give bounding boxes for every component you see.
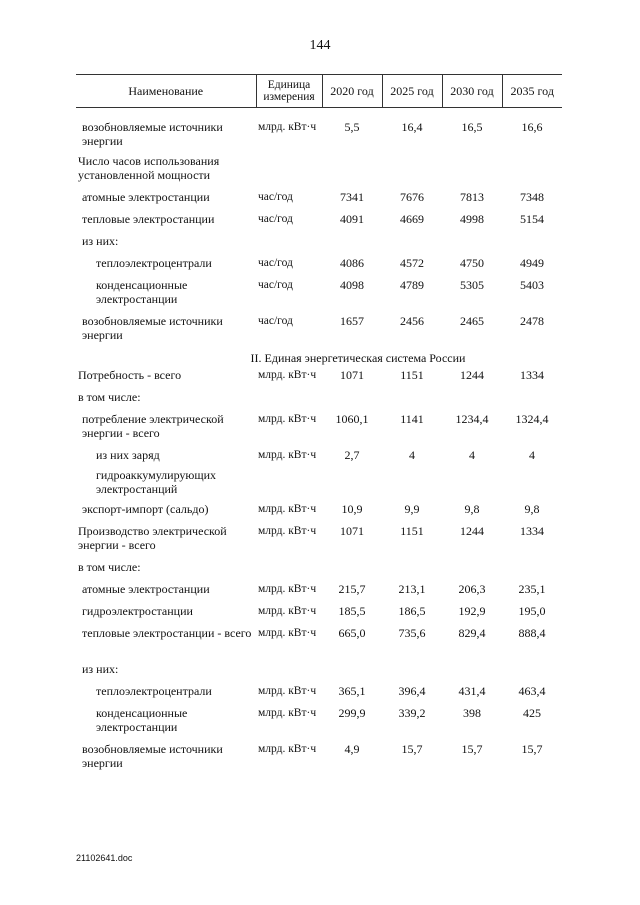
value-2025: 1151 [400,367,424,382]
value-2020 [322,468,382,502]
value-2030 [442,234,502,256]
table-row [76,706,562,742]
table-row [76,154,562,190]
row-name: конденсационные электростанции [96,277,188,306]
value-2020: 4,9 [344,741,360,756]
value-2030: 192,9 [458,603,486,618]
value-2020: 4098 [340,277,364,292]
value-2035: 4 [529,447,535,462]
header-2020: 2020 год [322,75,382,108]
row-unit [256,154,322,190]
table-row [76,582,562,604]
value-2035: 235,1 [518,581,546,596]
value-2035: 888,4 [518,625,546,640]
value-2025: 339,2 [398,705,426,720]
value-2030 [442,154,502,190]
value-2025 [382,390,442,412]
value-2020 [322,560,382,582]
row-name: теплоэлектроцентрали [96,683,212,698]
energy-balance-table-container [76,74,562,776]
value-2020: 1060,1 [335,411,369,426]
row-name: тепловые электростанции [82,211,215,226]
row-unit: млрд. кВт·ч [258,684,317,697]
row-name: атомные электростанции [82,581,210,596]
value-2025: 735,6 [398,625,426,640]
row-name: Производство электрической энергии - всего [78,523,227,552]
value-2025: 7676 [400,189,424,204]
value-2035 [502,560,562,582]
value-2020: 1071 [340,523,364,538]
value-2020: 1071 [340,367,364,382]
row-unit: млрд. кВт·ч [258,742,317,755]
value-2030: 1244 [460,367,484,382]
value-2020: 4086 [340,255,364,270]
value-2035: 463,4 [518,683,546,698]
value-2030: 4 [469,447,475,462]
value-2035: 1334 [520,523,544,538]
value-2030: 398 [463,705,481,720]
row-name: в том числе: [78,389,141,404]
table-row [76,190,562,212]
value-2030: 2465 [460,313,484,328]
row-name: возобновляемые источники энергии [82,313,223,342]
value-2035: 4949 [520,255,544,270]
table-row [76,524,562,560]
table-row [76,684,562,706]
value-2020 [322,154,382,190]
value-2025: 213,1 [398,581,426,596]
header-unit: Единица измерения [256,75,322,108]
value-2025: 9,9 [404,501,420,516]
value-2020: 185,5 [338,603,366,618]
row-unit [256,234,322,256]
table-row [76,502,562,524]
value-2020: 665,0 [338,625,366,640]
value-2030 [442,390,502,412]
energy-balance-table [76,74,562,776]
value-2020 [322,390,382,412]
value-2025 [382,154,442,190]
value-2030: 5305 [460,277,484,292]
value-2020 [322,234,382,256]
value-2035 [502,662,562,684]
value-2035: 9,8 [524,501,540,516]
value-2020: 1657 [340,313,364,328]
value-2025: 396,4 [398,683,426,698]
row-unit: час/год [258,190,293,203]
row-name: возобновляемые источники энергии [82,741,223,770]
value-2025: 16,4 [401,120,423,134]
value-2025 [382,662,442,684]
value-2035: 7348 [520,189,544,204]
header-2025: 2025 год [382,75,442,108]
row-unit: час/год [258,256,293,269]
row-unit [256,560,322,582]
table-row [76,560,562,582]
table-body [76,108,562,776]
value-2025 [382,468,442,502]
value-2025: 4572 [400,255,424,270]
table-row [76,448,562,468]
value-2020: 365,1 [338,683,366,698]
row-name: из них: [82,233,119,248]
value-2035: 16,6 [521,120,543,134]
value-2020: 10,9 [341,501,363,516]
value-2025: 15,7 [401,741,423,756]
value-2035: 195,0 [518,603,546,618]
table-row [76,234,562,256]
table-header-row [76,75,562,108]
row-unit: млрд. кВт·ч [258,706,317,719]
row-name: гидроэлектростанции [82,603,193,618]
table-row [76,662,562,684]
value-2030: 1234,4 [455,411,489,426]
table-row [76,468,562,502]
value-2035: 5154 [520,211,544,226]
value-2030: 4750 [460,255,484,270]
value-2035: 5403 [520,277,544,292]
row-name: из них: [82,661,119,676]
row-name: конденсационные электростанции [96,705,188,734]
row-name: возобновляемые источники энергии [82,120,223,148]
value-2020: 299,9 [338,705,366,720]
row-name: экспорт-импорт (сальдо) [82,501,209,516]
row-unit: млрд. кВт·ч [258,121,317,133]
value-2020 [322,662,382,684]
value-2030: 206,3 [458,581,486,596]
value-2020: 5,5 [344,120,360,134]
table-row [76,368,562,390]
table-row [76,604,562,626]
value-2030: 4998 [460,211,484,226]
header-2030: 2030 год [442,75,502,108]
value-2025: 2456 [400,313,424,328]
value-2020: 4091 [340,211,364,226]
value-2025: 186,5 [398,603,426,618]
row-unit [256,468,322,502]
row-name: в том числе: [78,559,141,574]
row-name: тепловые электростанции - всего [82,625,252,640]
row-unit: млрд. кВт·ч [258,412,317,425]
value-2035: 15,7 [521,741,543,756]
value-2030 [442,560,502,582]
value-2035 [502,234,562,256]
page-number: 144 [309,38,331,53]
table-row [76,314,562,348]
value-2035 [502,154,562,190]
row-unit [256,390,322,412]
value-2025 [382,560,442,582]
value-2030: 16,5 [461,120,483,134]
row-unit: час/год [258,212,293,225]
row-unit: млрд. кВт·ч [258,626,317,639]
table-row [76,212,562,234]
table-row [76,742,562,776]
value-2020: 7341 [340,189,364,204]
row-name: потребление электрической энергии - всего [82,411,224,440]
table-row [76,626,562,662]
value-2030: 431,4 [458,683,486,698]
row-name: теплоэлектроцентрали [96,255,212,270]
row-name: Число часов использования установленной мощности [78,153,220,182]
table-row [76,390,562,412]
value-2035: 2478 [520,313,544,328]
document-filename: 21102641.doc [76,853,133,863]
row-unit: час/год [258,314,293,327]
row-unit: млрд. кВт·ч [258,448,317,461]
header-name: Наименование [76,75,256,108]
value-2025: 4789 [400,277,424,292]
row-name: Потребность - всего [78,367,182,382]
row-name: из них заряд [96,447,160,462]
table-row [76,278,562,314]
section-heading-row [76,348,562,368]
row-unit [256,662,322,684]
row-unit: млрд. кВт·ч [258,604,317,617]
value-2035: 1324,4 [515,411,549,426]
table-row [76,412,562,448]
row-name: гидроаккумулирующих электростанций [96,467,217,496]
row-unit: час/год [258,278,293,291]
value-2030: 1244 [460,523,484,538]
value-2025 [382,234,442,256]
value-2030: 829,4 [458,625,486,640]
row-unit: млрд. кВт·ч [258,582,317,595]
section-heading: II. Единая энергетическая система России [250,350,466,365]
value-2030: 9,8 [464,501,480,516]
table-row [76,256,562,278]
row-name: атомные электростанции [82,189,210,204]
value-2030: 15,7 [461,741,483,756]
row-unit: млрд. кВт·ч [258,524,317,537]
row-unit: млрд. кВт·ч [258,502,317,515]
row-unit: млрд. кВт·ч [258,368,317,381]
value-2025: 1141 [400,411,424,426]
table-row [76,108,562,154]
value-2020: 2,7 [344,447,360,462]
value-2025: 1151 [400,523,424,538]
value-2035: 1334 [520,367,544,382]
value-2030 [442,662,502,684]
value-2025: 4 [409,447,415,462]
header-2035: 2035 год [502,75,562,108]
value-2035: 425 [523,705,541,720]
value-2030: 7813 [460,189,484,204]
value-2025: 4669 [400,211,424,226]
value-2020: 215,7 [338,581,366,596]
value-2035 [502,468,562,502]
value-2035 [502,390,562,412]
value-2030 [442,468,502,502]
